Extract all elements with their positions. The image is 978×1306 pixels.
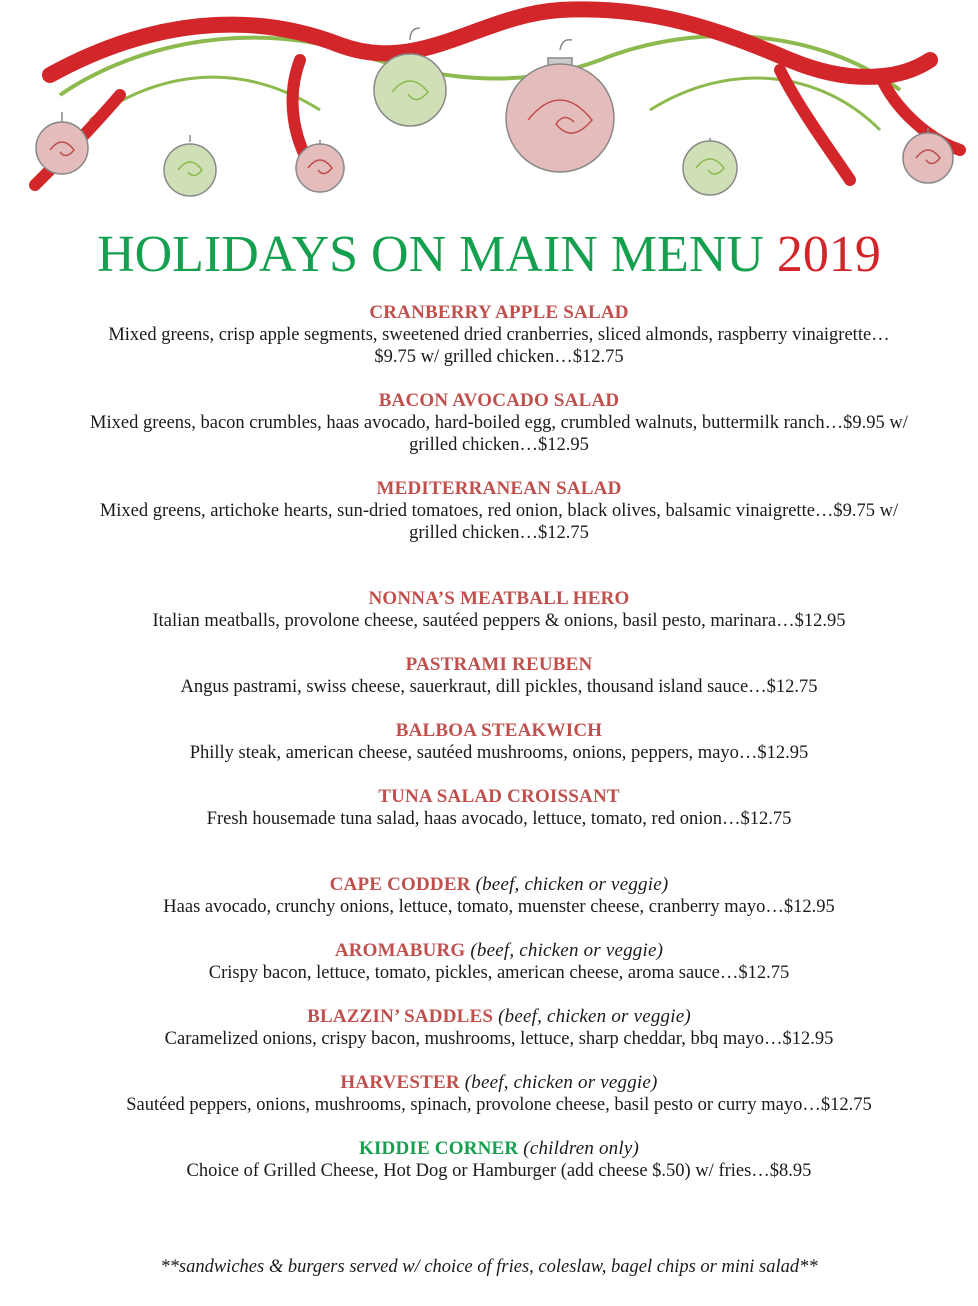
- menu-item-description: Mixed greens, artichoke hearts, sun-dried tomatoes, red onion, black olives, balsamic vinaigrette…$9.75 w/ grilled chicken…$12.75: [99, 501, 899, 543]
- menu-item-note: (beef, chicken or veggie): [498, 1006, 691, 1027]
- menu-item-note: (children only): [523, 1138, 640, 1159]
- menu-item: [90, 786, 908, 830]
- menu-item: [90, 1072, 908, 1116]
- menu-item: [90, 302, 908, 368]
- menu-item-name: CAPE CODDER (beef, chicken or veggie): [329, 874, 669, 895]
- menu-item-description: Philly steak, american cheese, sautéed mushrooms, onions, peppers, mayo…$12.95: [189, 743, 809, 763]
- menu-list: [90, 302, 908, 1182]
- menu-item-description: Choice of Grilled Cheese, Hot Dog or Hamburger (add cheese $.50) w/ fries…$8.95: [186, 1161, 812, 1181]
- menu-item-name: KIDDIE CORNER (children only): [358, 1138, 640, 1159]
- menu-item-note: (beef, chicken or veggie): [475, 874, 669, 895]
- menu-item: [90, 478, 908, 544]
- menu-item: [90, 588, 908, 632]
- menu-item-name: CRANBERRY APPLE SALAD: [369, 302, 629, 323]
- page-title: [0, 225, 978, 285]
- menu-item-description: Angus pastrami, swiss cheese, sauerkraut, dill pickles, thousand island sauce…$12.75: [180, 677, 818, 697]
- menu-item: [90, 654, 908, 698]
- page-title-year: 2019: [776, 226, 881, 283]
- menu-item-name: BALBOA STEAKWICH: [395, 720, 603, 741]
- menu-item-name: BLAZZIN’ SADDLES (beef, chicken or veggie): [307, 1006, 691, 1027]
- menu-item-description: Fresh housemade tuna salad, haas avocado, lettuce, tomato, red onion…$12.75: [206, 809, 792, 829]
- menu-item-description: Italian meatballs, provolone cheese, sautéed peppers & onions, basil pesto, marinara…$12.95: [152, 611, 846, 631]
- footnote: **sandwiches & burgers served w/ choice of fries, coleslaw, bagel chips or mini salad**: [160, 1257, 818, 1277]
- menu-item-description: Sautéed peppers, onions, mushrooms, spinach, provolone cheese, basil pesto or curry mayo…$12.75: [126, 1095, 872, 1115]
- menu-item-name: NONNA’S MEATBALL HERO: [368, 588, 630, 609]
- menu-item-description: Crispy bacon, lettuce, tomato, pickles, american cheese, aroma sauce…$12.75: [208, 963, 790, 983]
- menu-item-description: Haas avocado, crunchy onions, lettuce, tomato, muenster cheese, cranberry mayo…$12.95: [163, 897, 835, 917]
- menu-item: [90, 390, 908, 456]
- menu-item-name: TUNA SALAD CROISSANT: [378, 786, 620, 807]
- menu-item: [90, 874, 908, 918]
- ornament-icon: [36, 112, 88, 174]
- menu-item-note: (beef, chicken or veggie): [464, 1072, 658, 1093]
- menu-item-name: HARVESTER (beef, chicken or veggie): [340, 1072, 658, 1093]
- menu-item-name: BACON AVOCADO SALAD: [378, 390, 620, 411]
- menu-item-name: PASTRAMI REUBEN: [405, 654, 593, 675]
- ornament-icon: [164, 135, 216, 196]
- menu-item: [90, 1006, 908, 1050]
- menu-item: [90, 1138, 908, 1182]
- page-title-main: HOLIDAYS ON MAIN MENU: [97, 226, 764, 283]
- holiday-ornament-banner: [0, 0, 978, 215]
- menu-item-name: AROMABURG (beef, chicken or veggie): [334, 940, 664, 961]
- menu-item-note: (beef, chicken or veggie): [470, 940, 664, 961]
- menu-item-description: Mixed greens, bacon crumbles, haas avocado, hard-boiled egg, crumbled walnuts, buttermilk ranch…$9.95 w/ grilled chicken…$12.95: [90, 413, 908, 455]
- ornament-icon: [903, 128, 953, 183]
- ornament-icon: [683, 138, 737, 195]
- menu-item: [90, 940, 908, 984]
- menu-item-description: Caramelized onions, crispy bacon, mushrooms, lettuce, sharp cheddar, bbq mayo…$12.95: [164, 1029, 834, 1049]
- menu-item-name: MEDITERRANEAN SALAD: [376, 478, 622, 499]
- menu-item-description: Mixed greens, crisp apple segments, sweetened dried cranberries, sliced almonds, raspberry vinaigrette…$9.75 w/ grilled chicken…$12.75: [108, 325, 890, 367]
- menu-item: [90, 720, 908, 764]
